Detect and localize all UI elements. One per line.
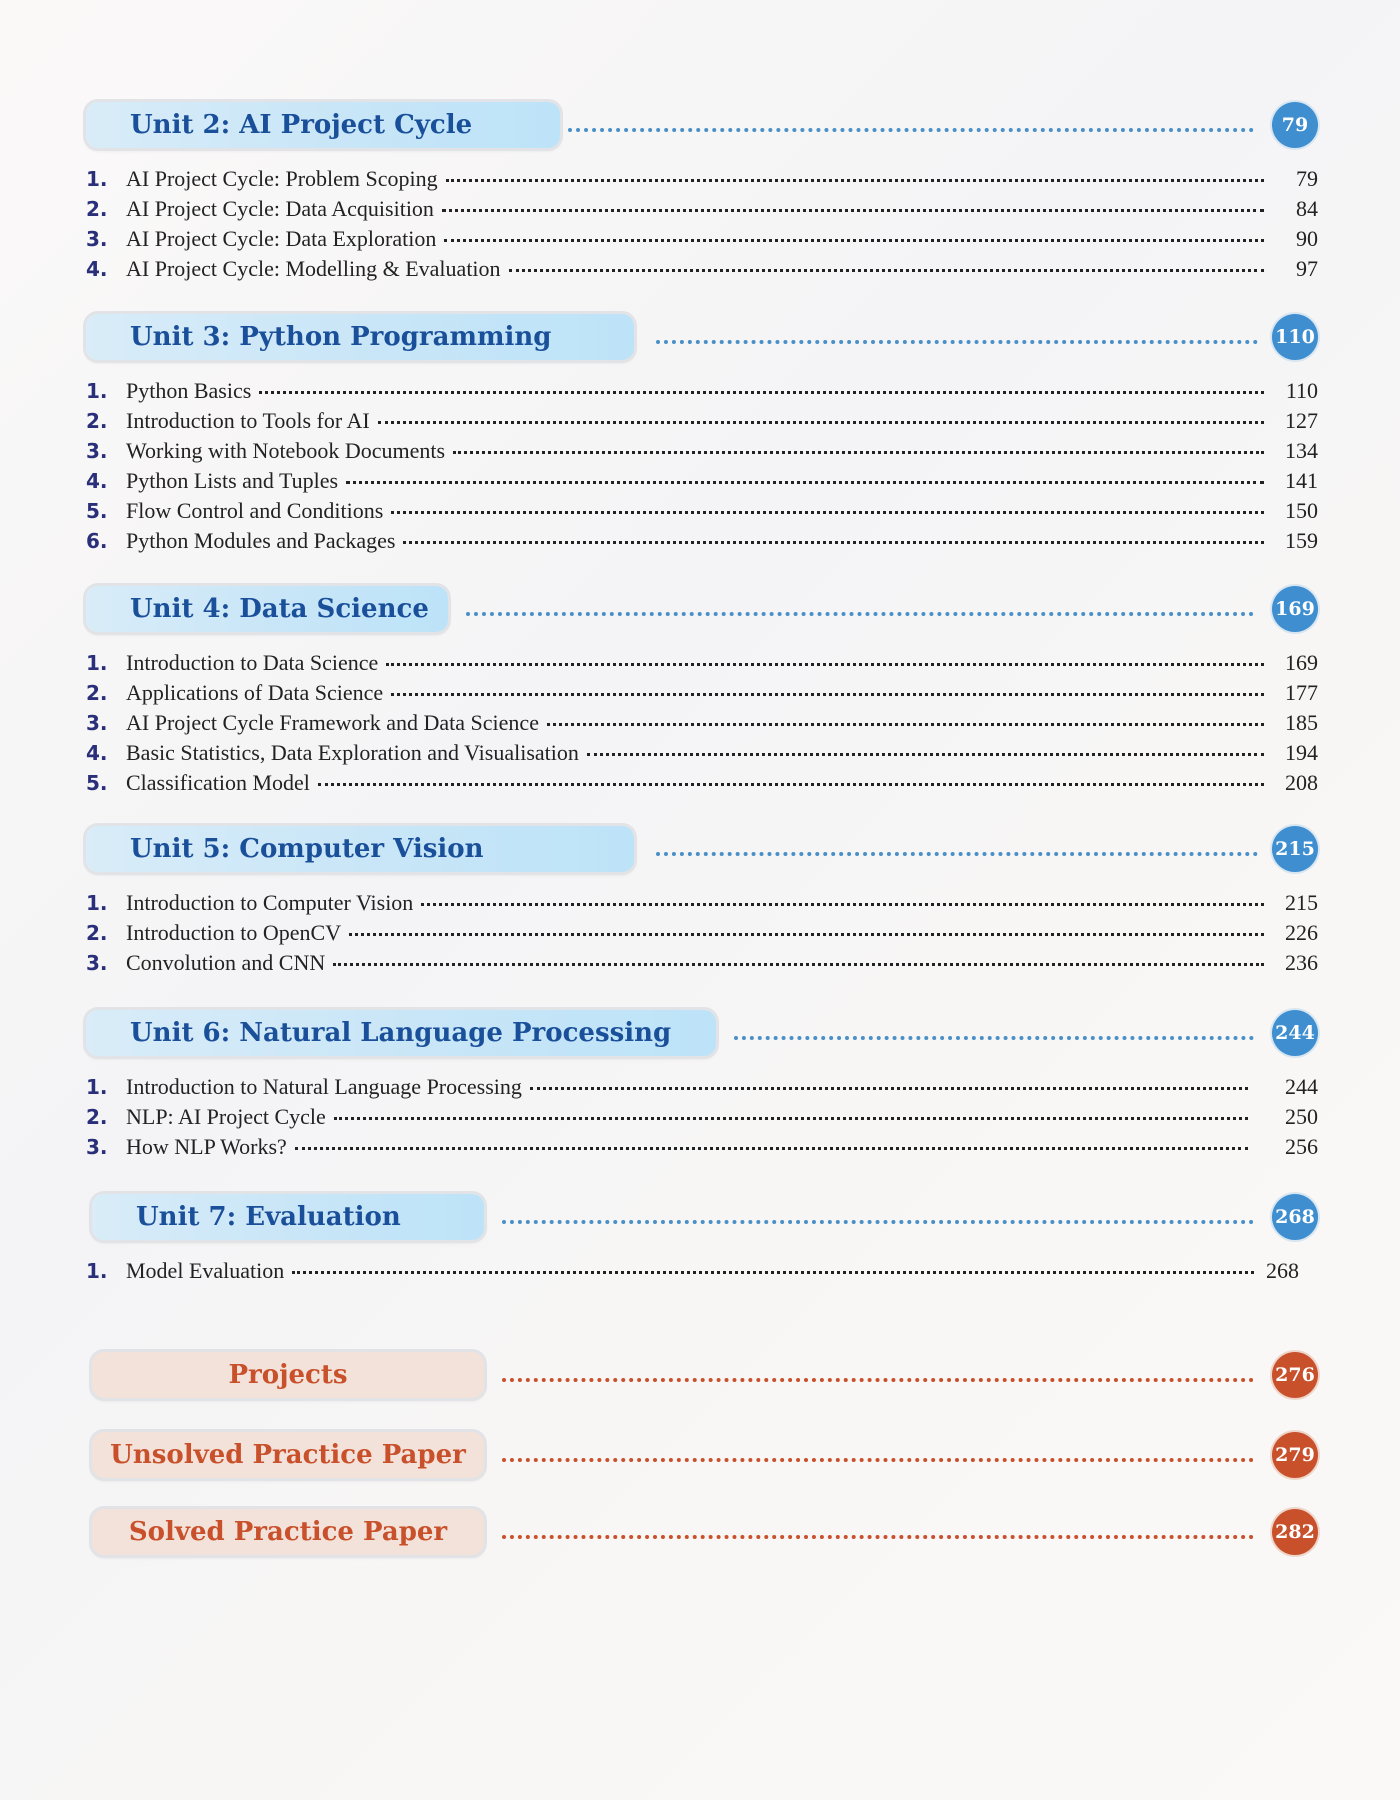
chapter-item[interactable]	[86, 408, 1318, 438]
extra-page-badge[interactable]: 279	[1272, 1432, 1318, 1478]
extra-page-badge[interactable]: 276	[1272, 1352, 1318, 1398]
leader-dots	[446, 179, 1264, 182]
chapter-item[interactable]	[86, 438, 1318, 468]
chapter-title: Introduction to Natural Language Processing	[126, 1074, 522, 1099]
leader-dots	[378, 421, 1264, 424]
chapter-page: 256	[1285, 1134, 1318, 1159]
chapter-number: 2.	[86, 409, 108, 433]
heading-leader-dots	[502, 1378, 1254, 1382]
chapter-title: Python Modules and Packages	[126, 528, 396, 553]
unit-heading-row	[86, 586, 1318, 636]
chapter-item[interactable]	[86, 740, 1318, 770]
unit-page-badge[interactable]: 79	[1272, 102, 1318, 148]
leader-dots	[391, 511, 1264, 514]
chapter-number: 1.	[86, 379, 108, 403]
leader-dots	[259, 391, 1264, 394]
unit-2-section	[86, 102, 1318, 286]
unit-5-section	[86, 826, 1318, 980]
heading-leader-dots	[568, 128, 1254, 132]
chapter-number: 3.	[86, 711, 108, 735]
chapter-page: 159	[1285, 528, 1318, 553]
chapter-list	[86, 166, 1318, 286]
heading-leader-dots	[466, 612, 1254, 616]
chapter-item[interactable]	[86, 226, 1318, 256]
chapter-title: AI Project Cycle: Data Acquisition	[126, 196, 434, 221]
chapter-number: 1.	[86, 891, 108, 915]
chapter-title: Applications of Data Science	[126, 680, 384, 705]
extra-heading-row	[86, 1352, 1318, 1402]
chapter-item[interactable]	[86, 650, 1318, 680]
chapter-number: 5.	[86, 771, 108, 795]
chapter-page: 177	[1285, 680, 1318, 705]
chapter-page: 127	[1285, 408, 1318, 433]
chapter-item[interactable]	[86, 166, 1318, 196]
chapter-number: 3.	[86, 951, 108, 975]
chapter-title: AI Project Cycle: Problem Scoping	[126, 166, 438, 191]
leader-dots	[587, 753, 1264, 756]
chapter-page: 236	[1285, 950, 1318, 975]
chapter-number: 1.	[86, 1075, 108, 1099]
chapter-number: 4.	[86, 469, 108, 493]
chapter-list	[86, 1074, 1318, 1164]
chapter-item[interactable]	[86, 920, 1318, 950]
leader-dots	[318, 783, 1264, 786]
leader-dots	[509, 269, 1264, 272]
chapter-number: 2.	[86, 197, 108, 221]
unit-page-badge[interactable]: 215	[1272, 826, 1318, 872]
chapter-number: 3.	[86, 1135, 108, 1159]
chapter-item[interactable]	[86, 468, 1318, 498]
unit-heading[interactable]: Unit 2: AI Project Cycle	[86, 102, 560, 148]
chapter-page: 97	[1296, 256, 1318, 281]
heading-leader-dots	[502, 1458, 1254, 1462]
chapter-title: Convolution and CNN	[126, 950, 326, 975]
chapter-list	[86, 1258, 1318, 1288]
leader-dots	[547, 723, 1264, 726]
chapter-number: 3.	[86, 439, 108, 463]
leader-dots	[295, 1147, 1248, 1150]
extra-heading[interactable]: Projects	[92, 1352, 484, 1398]
chapter-page: 150	[1285, 498, 1318, 523]
leader-dots	[421, 903, 1264, 906]
leader-dots	[444, 239, 1264, 242]
chapter-list	[86, 650, 1318, 800]
heading-leader-dots	[656, 852, 1258, 856]
chapter-title: Flow Control and Conditions	[126, 498, 384, 523]
chapter-title: Introduction to Data Science	[126, 650, 379, 675]
chapter-page: 141	[1285, 468, 1318, 493]
chapter-title: How NLP Works?	[126, 1134, 287, 1159]
unit-heading[interactable]: Unit 6: Natural Language Processing	[86, 1010, 716, 1056]
chapter-page: 226	[1285, 920, 1318, 945]
leader-dots	[453, 451, 1264, 454]
extra-page-badge[interactable]: 282	[1272, 1509, 1318, 1555]
chapter-item[interactable]	[86, 950, 1318, 980]
chapter-page: 250	[1285, 1104, 1318, 1129]
unit-heading-row	[86, 314, 1318, 364]
extra-heading-row	[86, 1432, 1318, 1482]
leader-dots	[403, 541, 1264, 544]
chapter-page: 110	[1285, 378, 1318, 403]
chapter-item[interactable]	[86, 1104, 1318, 1134]
chapter-number: 1.	[86, 651, 108, 675]
chapter-page: 215	[1285, 890, 1318, 915]
leader-dots	[349, 933, 1264, 936]
chapter-page: 134	[1285, 438, 1318, 463]
chapter-number: 2.	[86, 1105, 108, 1129]
leader-dots	[391, 693, 1264, 696]
chapter-item[interactable]	[86, 378, 1318, 408]
unit-heading-row	[86, 1010, 1318, 1060]
chapter-item[interactable]	[86, 196, 1318, 226]
heading-leader-dots	[502, 1220, 1254, 1224]
chapter-title: Basic Statistics, Data Exploration and Visualisation	[126, 740, 579, 765]
chapter-title: Introduction to Tools for AI	[126, 408, 370, 433]
chapter-number: 1.	[86, 1259, 108, 1283]
chapter-number: 1.	[86, 167, 108, 191]
leader-dots	[442, 209, 1264, 212]
chapter-page: 79	[1296, 166, 1318, 191]
unit-heading[interactable]: Unit 7: Evaluation	[92, 1194, 484, 1240]
leader-dots	[292, 1271, 1254, 1274]
chapter-title: Working with Notebook Documents	[126, 438, 446, 463]
chapter-page: 169	[1285, 650, 1318, 675]
chapter-page: 84	[1296, 196, 1318, 221]
chapter-title: Model Evaluation	[126, 1258, 285, 1283]
unit-heading[interactable]: Unit 4: Data Science	[86, 586, 448, 632]
chapter-item[interactable]	[86, 710, 1318, 740]
unit-page-badge[interactable]: 169	[1272, 586, 1318, 632]
chapter-item[interactable]	[86, 498, 1318, 528]
chapter-title: Python Lists and Tuples	[126, 468, 339, 493]
chapter-page: 90	[1296, 226, 1318, 251]
unit-heading-row	[86, 826, 1318, 876]
chapter-item[interactable]	[86, 1134, 1318, 1164]
chapter-number: 3.	[86, 227, 108, 251]
chapter-item[interactable]	[86, 890, 1318, 920]
chapter-title: Introduction to OpenCV	[126, 920, 342, 945]
chapter-title: Classification Model	[126, 770, 310, 795]
chapter-page: 268	[1266, 1258, 1299, 1283]
leader-dots	[386, 663, 1264, 666]
unit-heading-row	[86, 102, 1318, 152]
chapter-page: 244	[1285, 1074, 1318, 1099]
heading-leader-dots	[502, 1535, 1254, 1539]
chapter-title: AI Project Cycle: Data Exploration	[126, 226, 437, 251]
unit-page-badge[interactable]: 244	[1272, 1010, 1318, 1056]
chapter-title: NLP: AI Project Cycle	[126, 1104, 326, 1129]
extra-heading[interactable]: Unsolved Practice Paper	[92, 1432, 484, 1478]
chapter-number: 6.	[86, 529, 108, 553]
chapter-page: 208	[1285, 770, 1318, 795]
chapter-title: Python Basics	[126, 378, 252, 403]
chapter-number: 2.	[86, 681, 108, 705]
unit-4-section	[86, 586, 1318, 800]
leader-dots	[333, 963, 1264, 966]
chapter-item[interactable]	[86, 770, 1318, 800]
chapter-item[interactable]	[86, 256, 1318, 286]
unit-heading[interactable]: Unit 5: Computer Vision	[86, 826, 634, 872]
leader-dots	[334, 1117, 1248, 1120]
unit-3-section	[86, 314, 1318, 558]
unit-7-section	[86, 1194, 1318, 1288]
leader-dots	[346, 481, 1264, 484]
unit-6-section	[86, 1010, 1318, 1164]
chapter-title: AI Project Cycle Framework and Data Science	[126, 710, 539, 735]
chapter-page: 185	[1285, 710, 1318, 735]
unit-heading-row	[86, 1194, 1318, 1244]
chapter-item[interactable]	[86, 528, 1318, 558]
chapter-item[interactable]	[86, 680, 1318, 710]
heading-leader-dots	[656, 340, 1258, 344]
chapter-list	[86, 378, 1318, 558]
projects-section	[86, 1352, 1318, 1402]
chapter-list	[86, 890, 1318, 980]
extra-heading-row	[86, 1509, 1318, 1559]
chapter-number: 4.	[86, 741, 108, 765]
chapter-title: AI Project Cycle: Modelling & Evaluation	[126, 256, 501, 281]
chapter-item[interactable]	[86, 1074, 1318, 1104]
chapter-number: 4.	[86, 257, 108, 281]
heading-leader-dots	[734, 1036, 1254, 1040]
unit-page-badge[interactable]: 110	[1272, 314, 1318, 360]
chapter-page: 194	[1285, 740, 1318, 765]
leader-dots	[530, 1087, 1248, 1090]
extra-heading[interactable]: Solved Practice Paper	[92, 1509, 484, 1555]
solved-paper-section	[86, 1509, 1318, 1559]
unit-page-badge[interactable]: 268	[1272, 1194, 1318, 1240]
chapter-item[interactable]	[86, 1258, 1318, 1288]
chapter-title: Introduction to Computer Vision	[126, 890, 414, 915]
chapter-number: 2.	[86, 921, 108, 945]
chapter-number: 5.	[86, 499, 108, 523]
unsolved-paper-section	[86, 1432, 1318, 1482]
unit-heading[interactable]: Unit 3: Python Programming	[86, 314, 634, 360]
